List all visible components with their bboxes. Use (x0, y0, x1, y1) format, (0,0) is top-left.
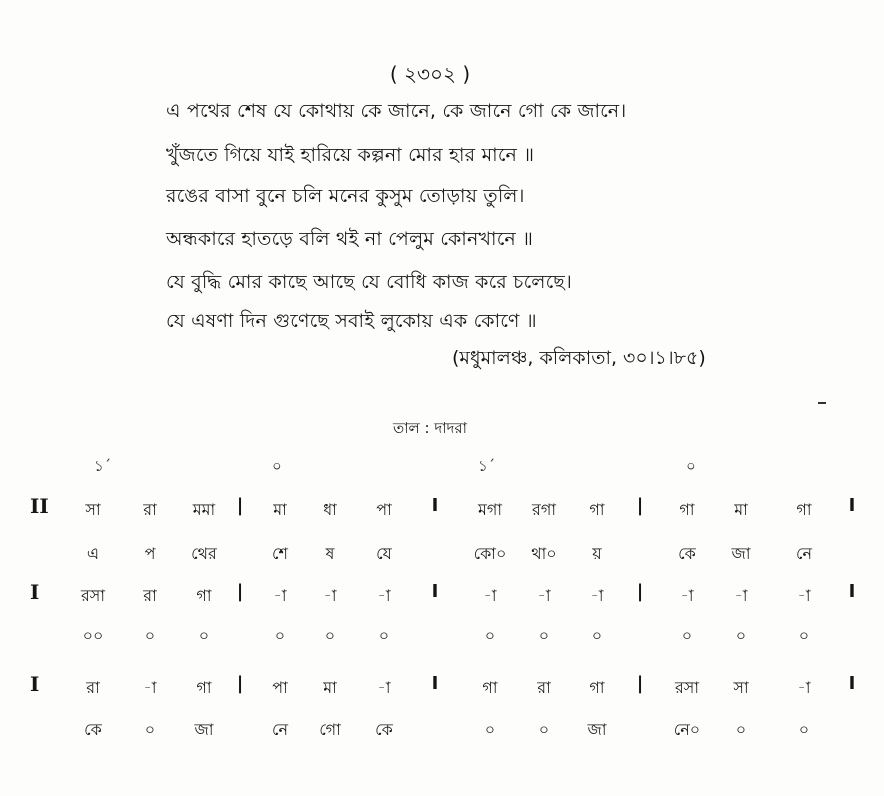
lyric-syllable: ০ (198, 626, 210, 645)
beat-mark: ১´ (94, 457, 112, 475)
lyric-syllable: নে (271, 720, 289, 739)
lyric-syllable: ষ (325, 544, 335, 563)
lyric-syllable: ০ (538, 720, 550, 739)
note: -া (377, 586, 391, 605)
note: মগা (477, 500, 502, 519)
note: মা (323, 678, 337, 697)
note: রসা (80, 586, 105, 605)
lyric-syllable: এ (86, 544, 100, 563)
lyric-line-6: যে এষণা দিন গুণেছে সবাই লুকোয় এক কোণে ॥ (166, 310, 537, 332)
lyric-syllable: প (144, 544, 156, 563)
note: গা (589, 500, 605, 519)
lyric-syllable: জা (731, 544, 751, 563)
stray-mark (818, 402, 826, 404)
note: গা (482, 678, 498, 697)
bar-line: | (636, 581, 644, 602)
beat-mark: ১´ (478, 457, 496, 475)
note: মা (734, 500, 748, 519)
note: -া (323, 586, 337, 605)
lyric-syllable: ০ (798, 720, 810, 739)
note: মা (273, 500, 287, 519)
lyric-syllable: ০ (735, 626, 747, 645)
lyric-syllable: ০ (144, 720, 156, 739)
song-number: ( ২৩০২ ) (389, 62, 471, 86)
lyric-syllable: ০ (591, 626, 603, 645)
note: -া (483, 586, 497, 605)
note: রা (86, 678, 100, 697)
bar-line: I (431, 495, 439, 516)
lyric-syllable: ০ (798, 626, 810, 645)
beat-mark: ০ (686, 457, 696, 475)
bar-line: | (636, 673, 644, 694)
note: ধা (323, 500, 337, 519)
bar-line: I (848, 581, 856, 602)
lyric-syllable: জা (587, 720, 607, 739)
note: গা (196, 586, 212, 605)
bar-line: | (236, 581, 244, 602)
note: -া (537, 586, 551, 605)
note: -া (734, 586, 748, 605)
note: মমা (192, 500, 216, 519)
bar-line: I (848, 673, 856, 694)
note: -া (143, 678, 157, 697)
lyric-syllable: ০ (484, 626, 496, 645)
lyric-syllable: ০ (378, 626, 390, 645)
lyric-syllable: থের (191, 544, 217, 563)
note: গা (196, 678, 212, 697)
bar-line: | (236, 673, 244, 694)
row-start-bar: I (30, 672, 40, 696)
lyric-line-4: অন্ধকারে হাতড়ে বলি থই না পেলুম কোনখানে ॥ (166, 228, 534, 250)
lyric-syllable: ০ (735, 720, 747, 739)
note: -া (797, 678, 811, 697)
lyric-syllable: ০ (681, 626, 693, 645)
lyric-syllable: ০ (538, 626, 550, 645)
row-start-bar: II (30, 494, 49, 518)
lyric-syllable: কে (84, 720, 102, 739)
lyric-syllable: ০ (484, 720, 496, 739)
lyric-line-5: যে বুদ্ধি মোর কাছে আছে যে বোধি কাজ করে চলেছে। (166, 271, 572, 293)
note: গা (589, 678, 605, 697)
lyric-syllable: শে (272, 544, 288, 563)
note: পা (376, 500, 392, 519)
lyric-syllable: ০ (324, 626, 336, 645)
lyric-syllable: যে (376, 544, 392, 563)
beat-mark: ০ (272, 457, 282, 475)
note: রা (143, 500, 157, 519)
lyric-line-2: খুঁজতে গিয়ে যাই হারিয়ে কল্পনা মোর হার মানে ॥ (166, 144, 535, 166)
bar-line: | (236, 495, 244, 516)
note: -া (680, 586, 694, 605)
lyric-syllable: নে০ (673, 720, 701, 739)
bar-line: I (848, 495, 856, 516)
lyric-syllable: য় (592, 544, 602, 563)
note: -া (377, 678, 391, 697)
lyric-syllable: কো০ (473, 544, 507, 563)
lyric-syllable: কে (375, 720, 393, 739)
lyric-syllable: কে (678, 544, 696, 563)
note: -া (797, 586, 811, 605)
note: রগা (532, 500, 556, 519)
note: রা (537, 678, 551, 697)
lyric-syllable: থা০ (531, 544, 557, 563)
note: গা (679, 500, 695, 519)
note: সা (733, 678, 749, 697)
lyric-syllable: ০ (274, 626, 286, 645)
note: গা (796, 500, 812, 519)
note: পা (272, 678, 288, 697)
source-citation: (মধুমালঞ্চ, কলিকাতা, ৩০।১।৮৫) (452, 347, 706, 369)
note: রা (143, 586, 157, 605)
lyric-line-1: এ পথের শেষ যে কোথায় কে জানে, কে জানে গো কে জানে। (166, 100, 627, 122)
note: সা (85, 500, 101, 519)
bar-line: I (431, 673, 439, 694)
note: -া (590, 586, 604, 605)
note: রসা (674, 678, 699, 697)
lyric-line-3: রঙের বাসা বুনে চলি মনের কুসুম তোড়ায় তুলি। (166, 185, 525, 207)
lyric-syllable: ০০ (82, 626, 104, 645)
bar-line: | (636, 495, 644, 516)
lyric-syllable: নে (795, 544, 813, 563)
tala-label: তাল : দাদরা (392, 419, 468, 437)
lyric-syllable: ০ (144, 626, 156, 645)
lyric-syllable: গো (319, 720, 341, 739)
lyric-syllable: জা (194, 720, 214, 739)
row-start-bar: I (30, 580, 40, 604)
note: -া (273, 586, 287, 605)
bar-line: I (431, 581, 439, 602)
